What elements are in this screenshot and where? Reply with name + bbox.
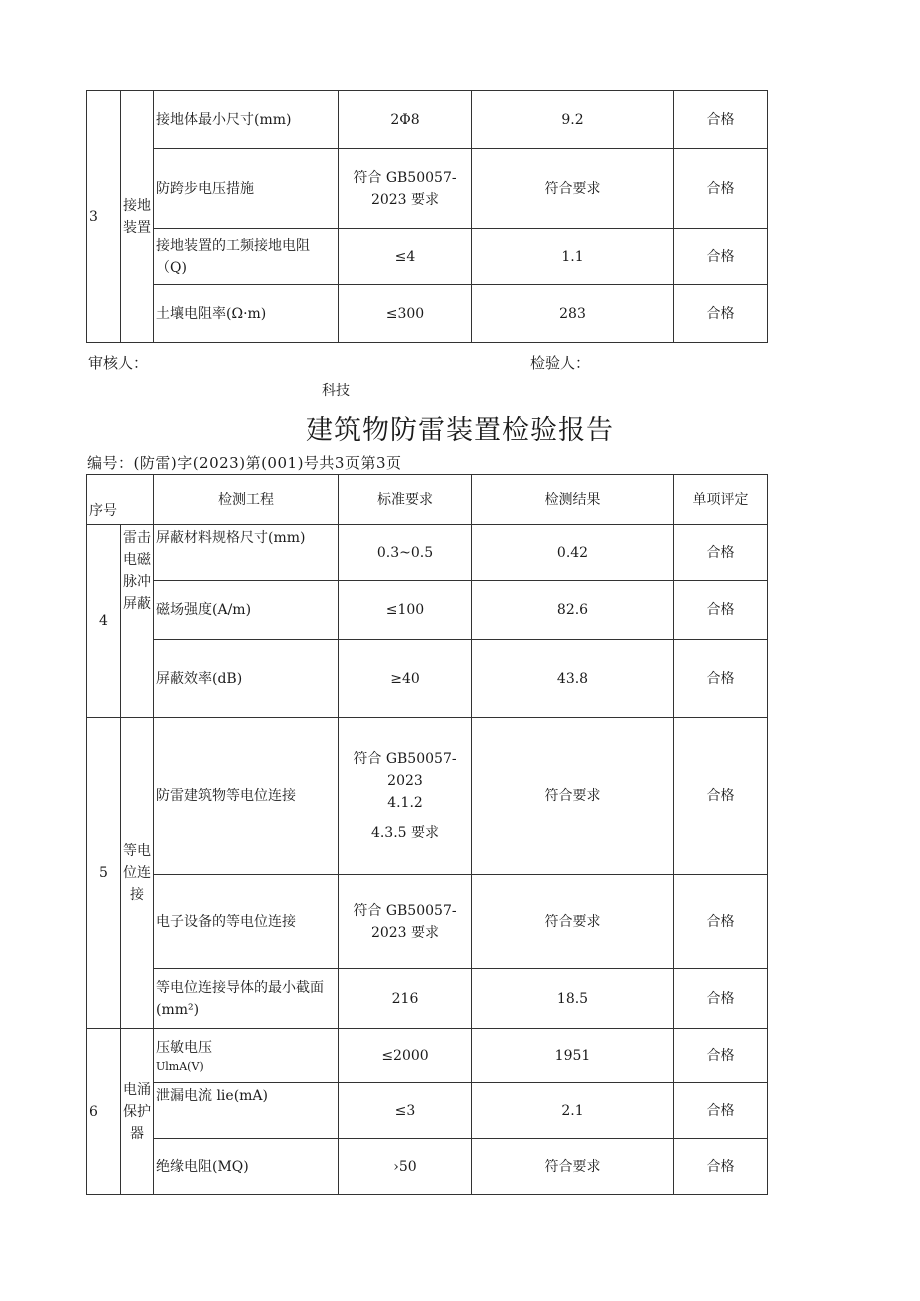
std-cell <box>339 718 472 875</box>
result-cell: 符合要求 <box>472 1139 674 1195</box>
header-std: 标准要求 <box>339 475 472 525</box>
category-cell: 雷击电磁脉冲屏蔽 <box>121 525 154 718</box>
item-cell: 防雷建筑物等电位连接 <box>154 718 339 875</box>
eval-cell: 合格 <box>674 229 768 285</box>
result-cell: 符合要求 <box>472 718 674 875</box>
std-line: 4.1.2 <box>387 795 423 811</box>
result-cell: 符合要求 <box>472 149 674 229</box>
table-row <box>87 718 768 875</box>
company-name: 科技 <box>322 383 350 399</box>
std-cell: 0.3~0.5 <box>339 525 472 581</box>
item-sub: UlmA(V) <box>156 1059 204 1073</box>
inspection-table <box>86 474 768 1195</box>
std-cell: ≤2000 <box>339 1029 472 1083</box>
report-title: 建筑物防雷装置检验报告 <box>306 415 614 446</box>
header-seq: 序号 <box>87 475 154 525</box>
result-cell: 9.2 <box>472 91 674 149</box>
item-cell: 防跨步电压措施 <box>154 149 339 229</box>
eval-cell: 合格 <box>674 91 768 149</box>
table-row <box>87 969 768 1029</box>
result-cell: 符合要求 <box>472 875 674 969</box>
eval-cell: 合格 <box>674 1029 768 1083</box>
result-cell: 0.42 <box>472 525 674 581</box>
category-cell: 电涌保护器 <box>121 1029 154 1195</box>
std-line: 4.3.5 要求 <box>370 825 440 841</box>
header-item: 检测工程 <box>154 475 339 525</box>
item-cell: 电子设备的等电位连接 <box>154 875 339 969</box>
item-cell: 泄漏电流 lie(mA) <box>154 1083 339 1139</box>
std-cell: ›50 <box>339 1139 472 1195</box>
eval-cell: 合格 <box>674 581 768 640</box>
eval-cell: 合格 <box>674 285 768 343</box>
result-cell: 18.5 <box>472 969 674 1029</box>
table-row <box>87 1083 768 1139</box>
item-cell: 屏蔽效率(dB) <box>154 640 339 718</box>
eval-cell: 合格 <box>674 969 768 1029</box>
result-cell: 43.8 <box>472 640 674 718</box>
result-cell: 1951 <box>472 1029 674 1083</box>
item-cell: 等电位连接导体的最小截面(mm²) <box>154 969 339 1029</box>
table-row <box>87 525 768 581</box>
table-row <box>87 149 768 229</box>
std-cell: ≤3 <box>339 1083 472 1139</box>
table-row <box>87 581 768 640</box>
category-cell: 接地装置 <box>121 91 154 343</box>
eval-cell: 合格 <box>674 718 768 875</box>
item-cell: 土壤电阻率(Ω·m) <box>154 285 339 343</box>
item-cell: 绝缘电阻(MQ) <box>154 1139 339 1195</box>
header-eval: 单项评定 <box>674 475 768 525</box>
table-row <box>87 1029 768 1083</box>
category-cell: 等电位连接 <box>121 718 154 1029</box>
reviewer-label: 审核人： <box>88 354 149 372</box>
seq-cell: 3 <box>87 91 121 343</box>
item-cell <box>154 1029 339 1083</box>
std-cell: ≤100 <box>339 581 472 640</box>
std-cell: 216 <box>339 969 472 1029</box>
result-cell: 283 <box>472 285 674 343</box>
std-cell: ≥40 <box>339 640 472 718</box>
eval-cell: 合格 <box>674 875 768 969</box>
std-line: 符合 GB50057-2023 <box>353 751 457 789</box>
item-cell: 接地装置的工频接地电阻（Q) <box>154 229 339 285</box>
eval-cell: 合格 <box>674 640 768 718</box>
std-cell: 2Φ8 <box>339 91 472 149</box>
std-cell: ≤4 <box>339 229 472 285</box>
document-number: 编号：(防雷)字(2023)第(001)号共3页第3页 <box>87 454 402 472</box>
table-row <box>87 91 768 149</box>
std-cell: 符合 GB50057-2023 要求 <box>339 875 472 969</box>
table-row <box>87 1139 768 1195</box>
result-cell: 1.1 <box>472 229 674 285</box>
eval-cell: 合格 <box>674 149 768 229</box>
item-cell: 接地体最小尺寸(mm) <box>154 91 339 149</box>
std-cell: 符合 GB50057-2023 要求 <box>339 149 472 229</box>
item-main: 压敏电压 <box>156 1039 212 1056</box>
table-row <box>87 229 768 285</box>
table-row <box>87 640 768 718</box>
item-cell: 磁场强度(A/m) <box>154 581 339 640</box>
inspector-label: 检验人： <box>530 354 591 372</box>
result-cell: 82.6 <box>472 581 674 640</box>
std-cell: ≤300 <box>339 285 472 343</box>
result-cell: 2.1 <box>472 1083 674 1139</box>
header-row <box>87 475 768 525</box>
eval-cell: 合格 <box>674 1139 768 1195</box>
seq-cell: 4 <box>87 525 121 718</box>
table-row <box>87 875 768 969</box>
table-row <box>87 285 768 343</box>
item-cell: 屏蔽材料规格尺寸(mm) <box>154 525 339 581</box>
eval-cell: 合格 <box>674 1083 768 1139</box>
grounding-table <box>86 90 768 343</box>
seq-cell: 5 <box>87 718 121 1029</box>
eval-cell: 合格 <box>674 525 768 581</box>
seq-cell: 6 <box>87 1029 121 1195</box>
header-result: 检测结果 <box>472 475 674 525</box>
